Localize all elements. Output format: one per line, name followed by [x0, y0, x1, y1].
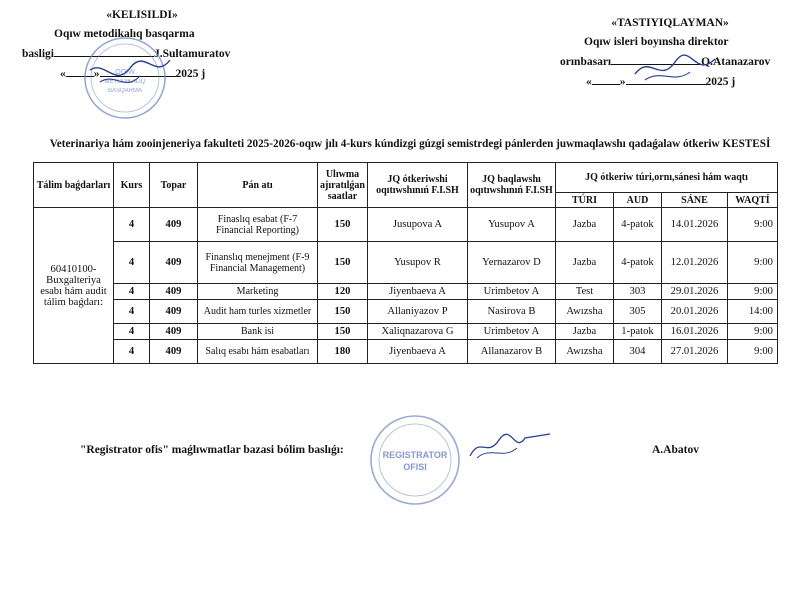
- cell-subject: Salıq esabı hám esabatları: [198, 340, 318, 364]
- cell-hours: 150: [318, 324, 368, 340]
- cell-hours: 150: [318, 300, 368, 324]
- cell-group: 409: [150, 242, 198, 284]
- approval-left-position: Oqıw metodikalıq basqarma: [54, 28, 195, 40]
- cell-date: 16.01.2026: [661, 324, 727, 340]
- cell-supervisor: Urimbetov A: [467, 324, 555, 340]
- svg-text:OFISI: OFISI: [403, 462, 427, 472]
- header-teacher: JQ ótkeriwshi oqıtıwshınıń F.I.SH: [367, 163, 467, 208]
- header-room: AUD: [613, 193, 661, 208]
- approval-right-name: Q.Atanazarov: [701, 56, 771, 68]
- header-group: Topar: [150, 163, 198, 208]
- cell-time: 9:00: [727, 284, 777, 300]
- document-title: Veterinariya hám zooinjeneriya fakulteti 2025-2026-oqıw jılı 4-kurs kúndizgi gúzgi semistrdegi pánlerden juwmaqlawshı qadaǵalaw ótkeriw KESTESİ: [49, 138, 771, 150]
- cell-room: 304: [613, 340, 661, 364]
- approval-right-prefix: orınbasarı: [560, 56, 612, 68]
- right-signature: [630, 44, 720, 94]
- left-stamp-seal: [70, 30, 180, 130]
- header-type: TÚRI: [555, 193, 613, 208]
- cell-time: 9:00: [727, 340, 777, 364]
- approval-left-name: J.Sultamuratov: [153, 48, 231, 60]
- header-date: SÁNE: [661, 193, 727, 208]
- table-row: [34, 300, 778, 324]
- cell-hours: 180: [318, 340, 368, 364]
- cell-room: 303: [613, 284, 661, 300]
- exam-schedule-table: [33, 162, 778, 364]
- approval-left-date-open: «: [60, 68, 66, 80]
- cell-subject: Marketing: [198, 284, 318, 300]
- registrator-stamp-seal: [360, 410, 470, 510]
- cell-type: Jazba: [555, 324, 613, 340]
- svg-text:REGISTRATOR: REGISTRATOR: [382, 450, 448, 460]
- cell-type: Awızsha: [555, 300, 613, 324]
- cell-time: 9:00: [727, 324, 777, 340]
- cell-teacher: Jiyenbaeva A: [367, 284, 467, 300]
- header-supervisor: JQ baqlawshı oqıtıwshınıń F.I.SH: [467, 163, 555, 208]
- cell-supervisor: Yernazarov D: [467, 242, 555, 284]
- cell-group: 409: [150, 340, 198, 364]
- cell-date: 12.01.2026: [661, 242, 727, 284]
- cell-room: 4-patok: [613, 242, 661, 284]
- cell-subject: Finaslıq esabat (F-7 Financial Reporting): [198, 208, 318, 242]
- header-subject: Pán atı: [198, 163, 318, 208]
- cell-subject: Finanslıq menejment (F-9 Financial Management): [198, 242, 318, 284]
- approval-right-date-mid: »: [619, 76, 626, 88]
- cell-supervisor: Urimbetov A: [467, 284, 555, 300]
- cell-course: 4: [114, 300, 150, 324]
- approval-right-heading: «TASTIYIQLAYMAN»: [611, 17, 729, 29]
- header-course: Kurs: [114, 163, 150, 208]
- cell-date: 27.01.2026: [661, 340, 727, 364]
- cell-group: 409: [150, 300, 198, 324]
- cell-supervisor: Allanazarov B: [467, 340, 555, 364]
- cell-teacher: Yusupov R: [367, 242, 467, 284]
- cell-subject: Bank isi: [198, 324, 318, 340]
- cell-date: 29.01.2026: [661, 284, 727, 300]
- cell-type: Awızsha: [555, 340, 613, 364]
- header-time: WAQTÍ: [727, 193, 777, 208]
- approval-right-year: 2025 j: [705, 76, 736, 88]
- cell-hours: 120: [318, 284, 368, 300]
- cell-room: 4-patok: [613, 208, 661, 242]
- cell-supervisor: Yusupov A: [467, 208, 555, 242]
- cell-teacher: Jiyenbaeva A: [367, 340, 467, 364]
- cell-course: 4: [114, 340, 150, 364]
- table-row: [34, 340, 778, 364]
- cell-teacher: Jusupova A: [367, 208, 467, 242]
- table-row: [34, 208, 778, 242]
- cell-group: 409: [150, 324, 198, 340]
- approval-left-date-mid: »: [93, 68, 100, 80]
- cell-time: 14:00: [727, 300, 777, 324]
- cell-hours: 150: [318, 208, 368, 242]
- cell-time: 9:00: [727, 208, 777, 242]
- header-hours: Ulıwma ajıratılǵan saatlar: [318, 163, 368, 208]
- footer-signer-name: A.Abatov: [652, 444, 699, 456]
- svg-text:OQIW: OQIW: [115, 69, 135, 76]
- cell-teacher: Allaniyazov P: [367, 300, 467, 324]
- direction-cell: 60410100-Buxgalteriya esabı hám audit tálim baǵdarı:: [34, 208, 114, 364]
- approval-left-prefix: basligi: [22, 48, 54, 60]
- cell-time: 9:00: [727, 242, 777, 284]
- cell-type: Jazba: [555, 242, 613, 284]
- cell-group: 409: [150, 284, 198, 300]
- cell-type: Test: [555, 284, 613, 300]
- cell-teacher: Xaliqnazarova G: [367, 324, 467, 340]
- approval-right-position: Oqıw isleri boyınsha direktor: [584, 36, 729, 48]
- svg-text:METODIKALIQ: METODIKALIQ: [104, 79, 146, 85]
- table-row: [34, 324, 778, 340]
- approval-right-date-open: «: [586, 76, 592, 88]
- header-exam: JQ ótkeriw túri,ornı,sánesi hám waqtı: [555, 163, 777, 193]
- cell-course: 4: [114, 284, 150, 300]
- cell-date: 14.01.2026: [661, 208, 727, 242]
- cell-group: 409: [150, 208, 198, 242]
- cell-course: 4: [114, 324, 150, 340]
- header-direction: Tálim baǵdarları: [34, 163, 114, 208]
- cell-subject: Audit ham turles xizmetler: [198, 300, 318, 324]
- cell-course: 4: [114, 242, 150, 284]
- cell-type: Jazba: [555, 208, 613, 242]
- svg-text:BASQARMA: BASQARMA: [107, 88, 143, 94]
- approval-left-year: 2025 j: [175, 68, 206, 80]
- registrator-signature: [465, 428, 555, 468]
- approval-left-heading: «KELISILDI»: [106, 9, 178, 21]
- cell-date: 20.01.2026: [661, 300, 727, 324]
- cell-supervisor: Nasirova B: [467, 300, 555, 324]
- cell-room: 305: [613, 300, 661, 324]
- table-row: [34, 284, 778, 300]
- cell-hours: 150: [318, 242, 368, 284]
- table-row: [34, 242, 778, 284]
- cell-course: 4: [114, 208, 150, 242]
- footer-label: "Registrator ofis" maǵlıwmatlar bazasi bólim baslıǵı:: [80, 444, 344, 456]
- cell-room: 1-patok: [613, 324, 661, 340]
